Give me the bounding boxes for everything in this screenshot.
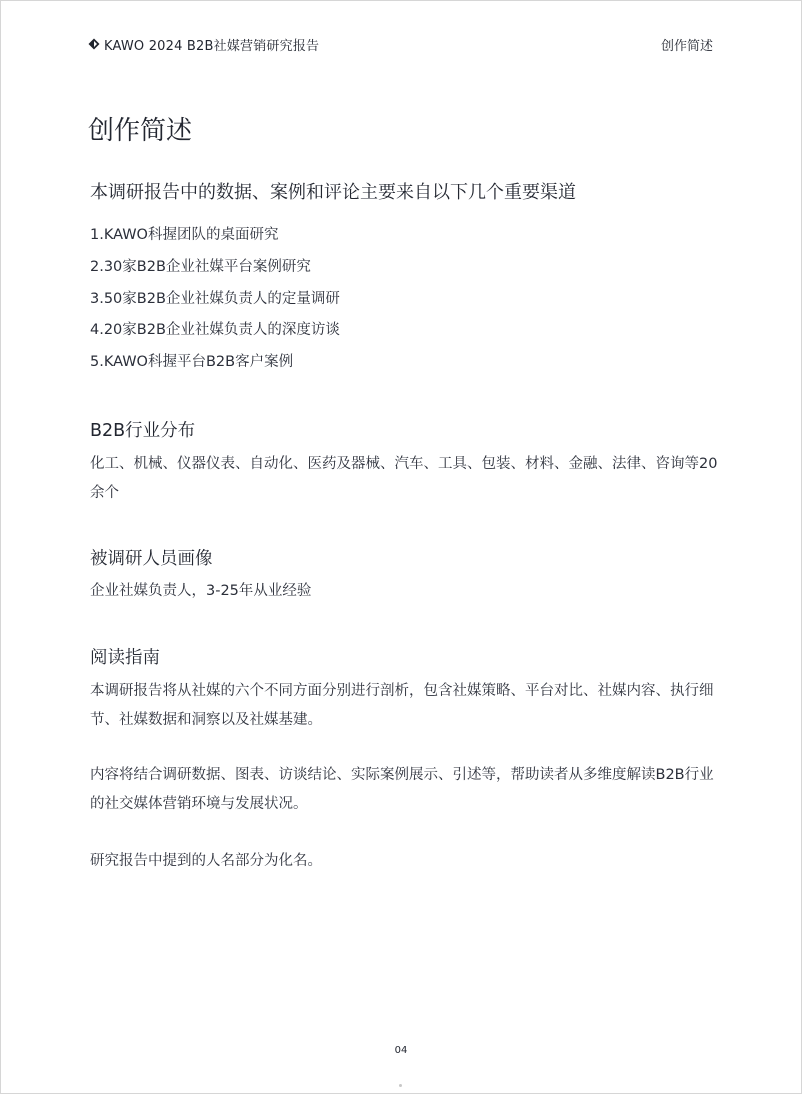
respondents-text: 企业社媒负责人，3-25年从业经验: [90, 583, 312, 599]
list-item: 5.KAWO科握平台B2B客户案例: [90, 354, 294, 371]
guide-heading: 阅读指南: [90, 648, 160, 668]
page-header: [88, 34, 713, 54]
guide-paragraph-2: 内容将结合调研数据、图表、访谈结论、实际案例展示、引述等，帮助读者从多维度解读B2B行业的社交媒体营销环境与发展状况。: [90, 767, 714, 812]
header-section-label: 创作简述: [660, 38, 713, 54]
report-brand-title: KAWO 2024 B2B社媒营销研究报告: [104, 38, 320, 54]
list-item: 1.KAWO科握团队的桌面研究: [90, 227, 279, 243]
list-item: 2.30家B2B企业社媒平台案例研究: [90, 258, 311, 275]
page-title: 创作简述: [88, 116, 193, 146]
industry-text: 化工、机械、仪器仪表、自动化、医药及器械、汽车、工具、包装、材料、金融、法律、咨询等20余个: [90, 456, 718, 501]
guide-paragraph-1: 本调研报告将从社媒的六个不同方面分别进行剖析，包含社媒策略、平台对比、社媒内容、执行细节、社媒数据和洞察以及社媒基建。: [90, 683, 714, 728]
brand: [88, 35, 319, 54]
industry-heading: B2B行业分布: [90, 421, 196, 441]
list-item: 3.50家B2B企业社媒负责人的定量调研: [90, 290, 340, 307]
footer-dot: [399, 1084, 402, 1087]
list-item: 4.20家B2B企业社媒负责人的深度访谈: [90, 322, 340, 339]
channels-list: [90, 221, 340, 380]
channels-heading: 本调研报告中的数据、案例和评论主要来自以下几个重要渠道: [90, 182, 576, 203]
respondents-heading: 被调研人员画像: [90, 549, 213, 569]
page-number: 04: [394, 1045, 408, 1056]
kawo-logo-icon: [88, 38, 100, 50]
guide-paragraph-3: 研究报告中提到的人名部分为化名。: [90, 853, 322, 869]
